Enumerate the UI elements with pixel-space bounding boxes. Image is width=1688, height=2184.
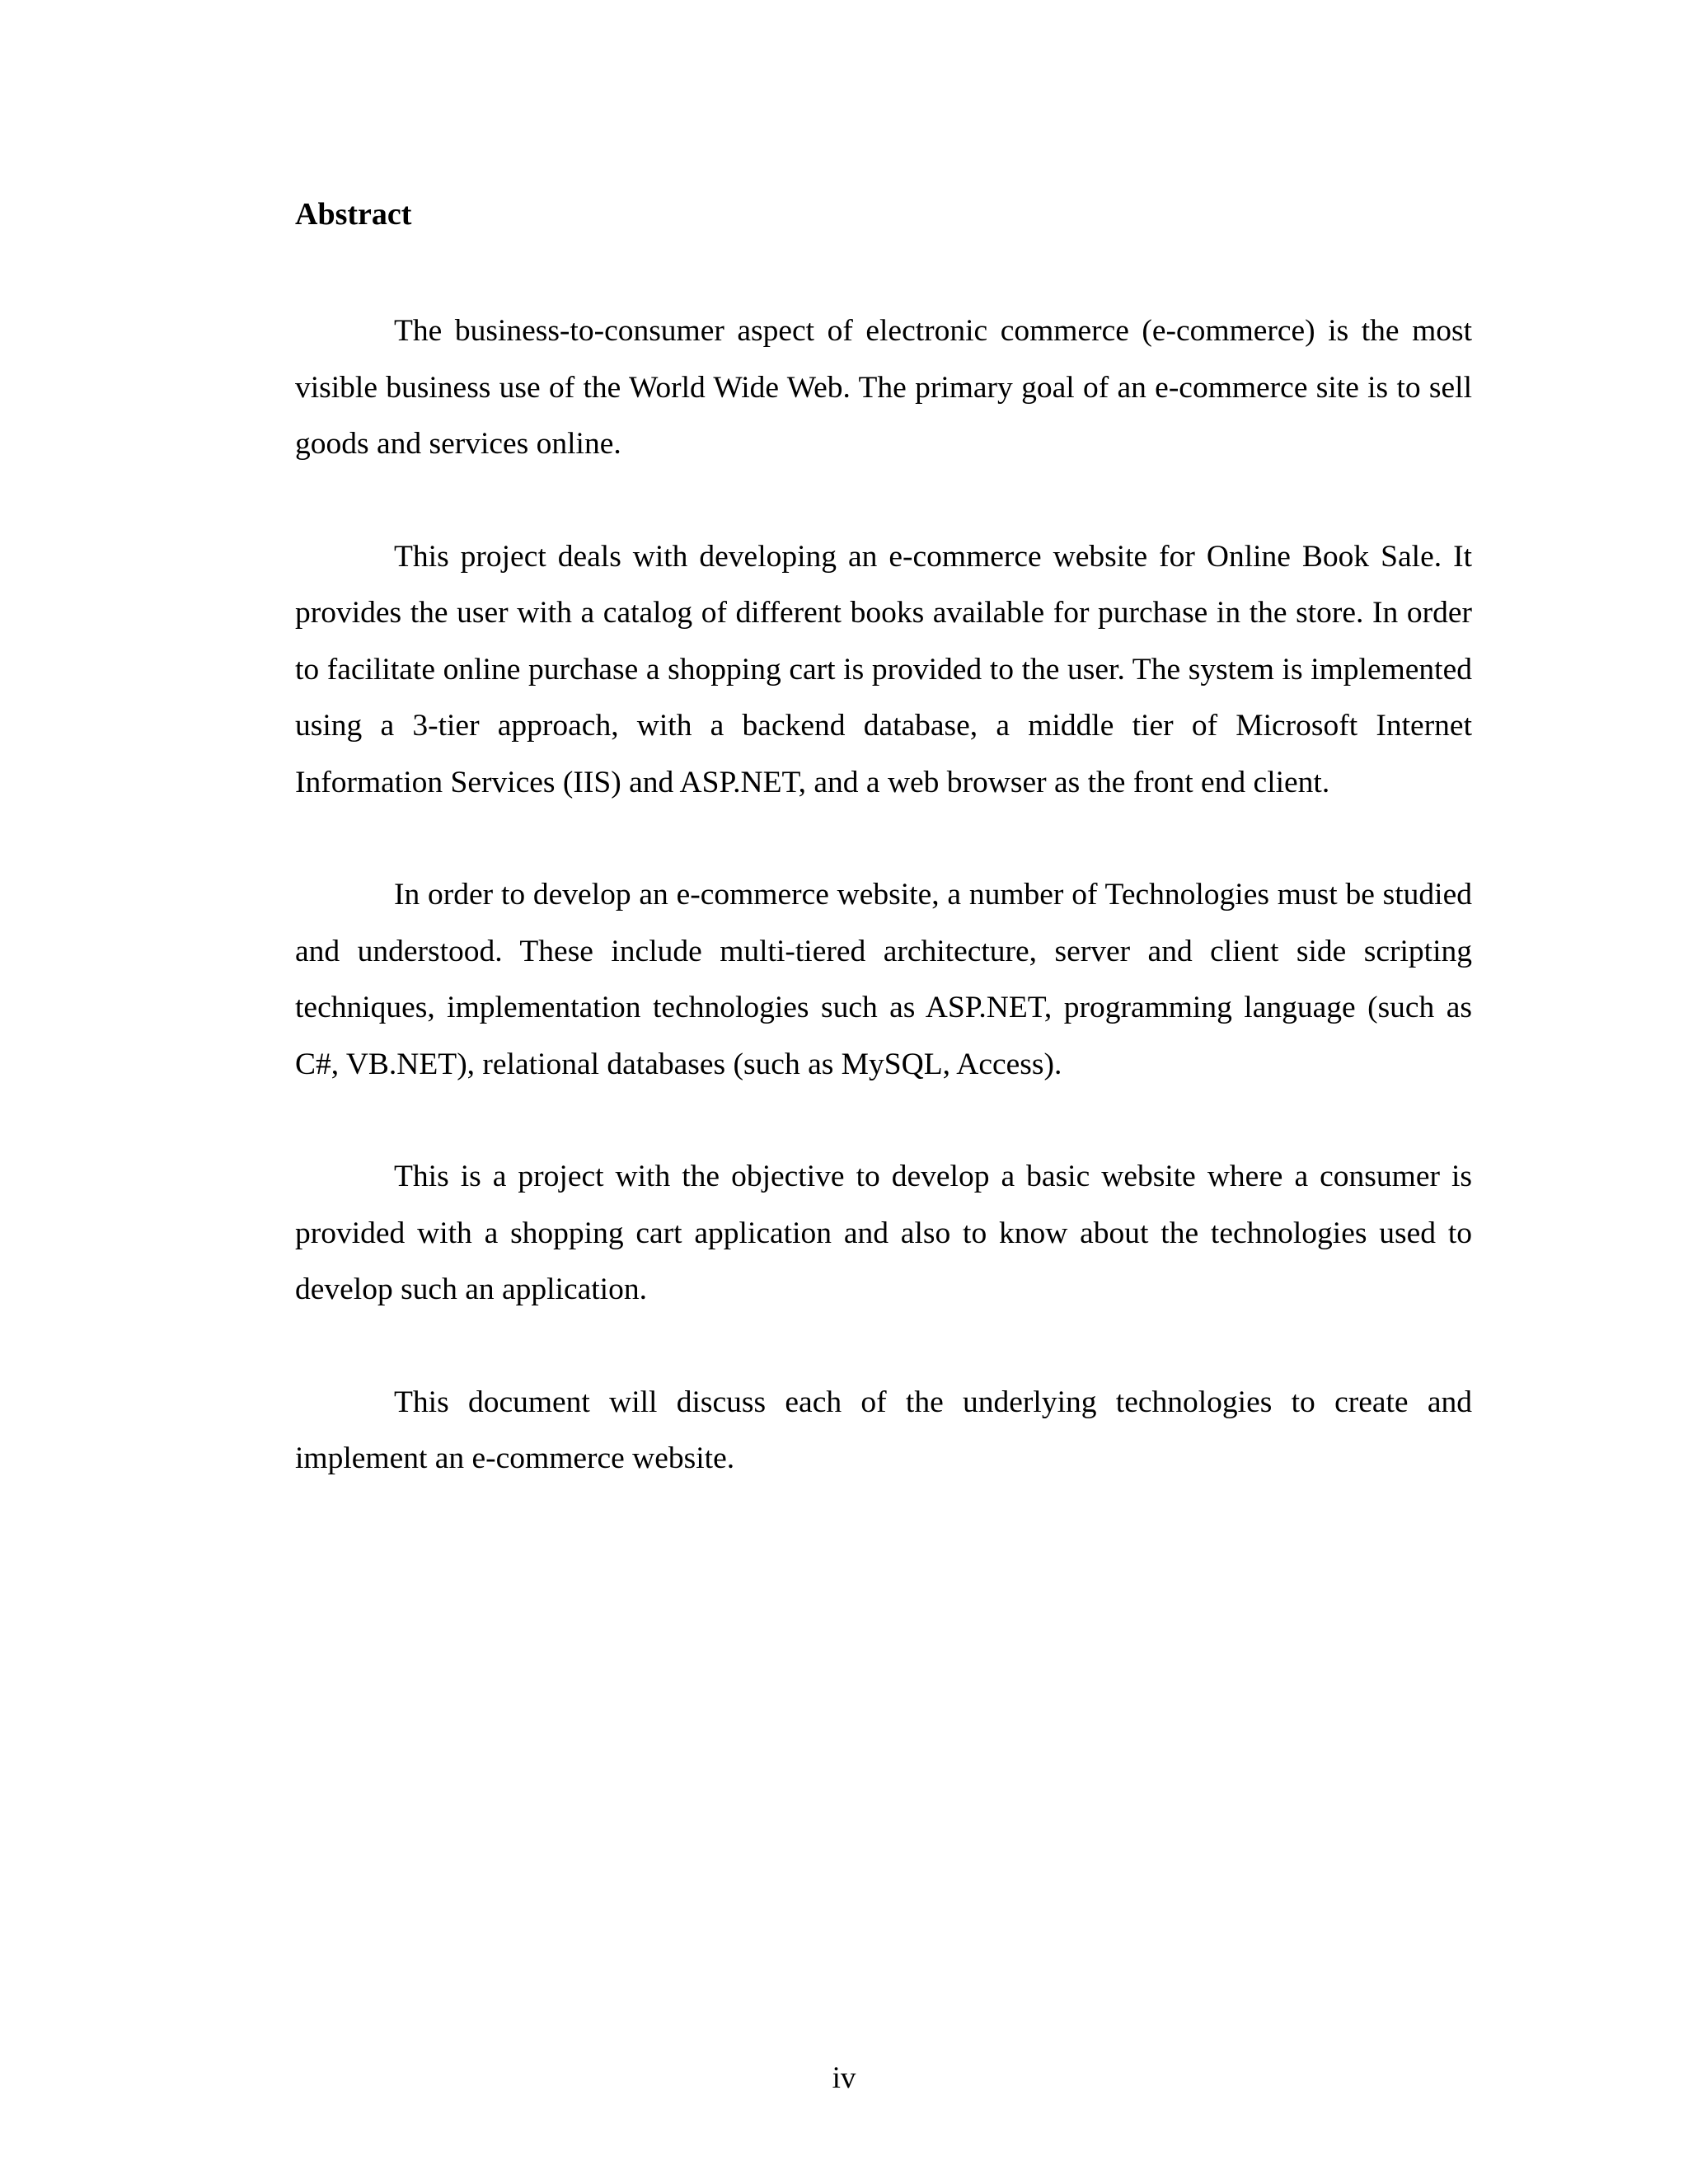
page-number: iv (832, 2061, 856, 2095)
paragraph-2: This project deals with developing an e-commerce website for Online Book Sale. It provides the user with a catalog of different books available for purchase in the store. In order to facilitate online purchase a shopping cart is provided to the user. The system is implemented using a 3-tier approach, with a backend database, a middle tier of Microsoft Internet Information Services (IIS) and ASP.NET, and a web browser as the front end client. (295, 539, 1472, 799)
abstract-body (295, 303, 1472, 1544)
paragraph-1: The business-to-consumer aspect of electronic commerce (e-commerce) is the most visible business use of the World Wide Web. The primary goal of an e-commerce site is to sell goods and services online. (295, 314, 1472, 461)
paragraph-4: This is a project with the objective to develop a basic website where a consumer is provided with a shopping cart application and also to know about the technologies used to develop such an application. (295, 1160, 1472, 1306)
paragraph-3: In order to develop an e-commerce website, a number of Technologies must be studied and understood. These include multi-tiered architecture, server and client side scripting techniques, implementation technologies such as ASP.NET, programming language (such as C#, VB.NET), relational databases (such as MySQL, Access). (295, 878, 1472, 1081)
section-heading: Abstract (295, 197, 412, 232)
paragraph-5: This document will discuss each of the underlying technologies to create and implement an e-commerce website. (295, 1385, 1472, 1475)
